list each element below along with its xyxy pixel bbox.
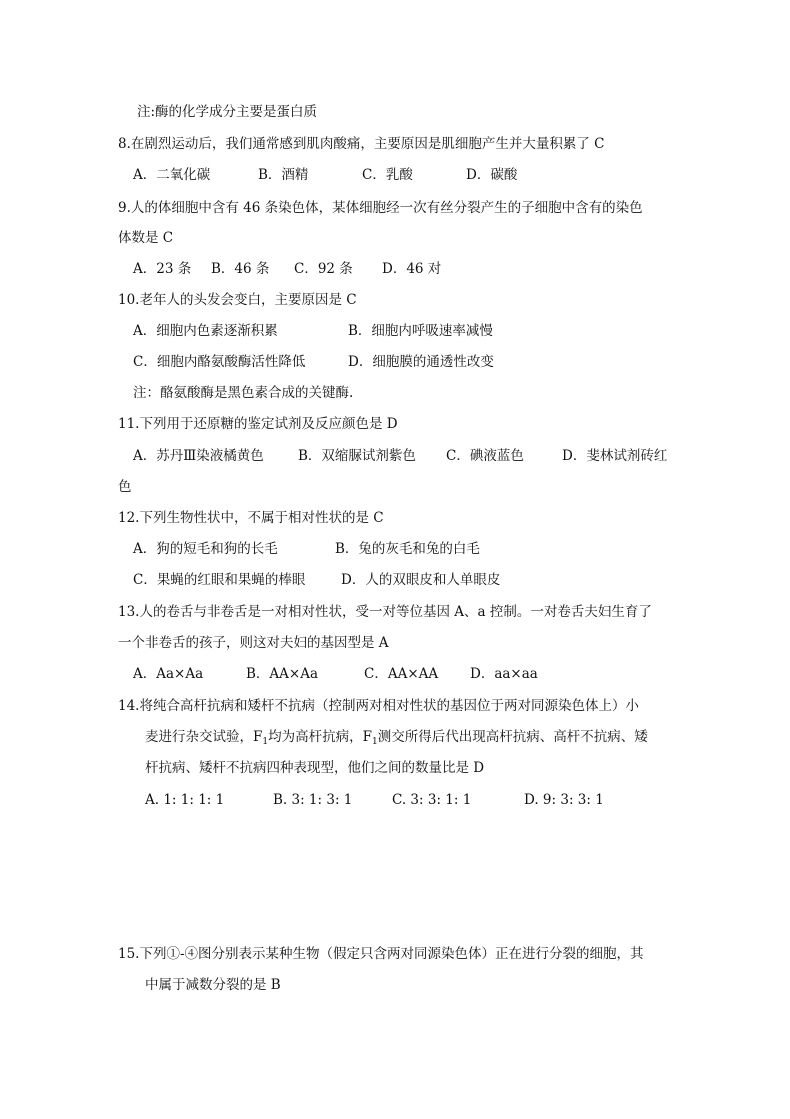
option-b: B. 3: 1: 3: 1 [273, 792, 353, 808]
question-14-stem-line-3: 杆抗病、矮杆不抗病四种表现型，他们之间的数量比是 D [145, 760, 485, 776]
question-13-stem-line-1: 13.人的卷舌与非卷舌是一对相对性状，受一对等位基因 A、a 控制。一对卷舌夫妇生育了 [118, 604, 652, 620]
question-9-options [133, 259, 441, 279]
option-d: D．碳酸 [466, 167, 518, 183]
option-a: A．狗的短毛和狗的长毛 [133, 541, 278, 557]
option-a: A．苏丹Ⅲ染液橘黄色 [133, 448, 264, 464]
option-d: D. 9: 3: 3: 1 [524, 792, 604, 808]
option-a: A．Aa×Aa [133, 666, 204, 682]
option-c: C．AA×AA [364, 666, 439, 682]
option-b: B．兔的灰毛和兔的白毛 [335, 541, 480, 557]
question-13-options [133, 664, 538, 684]
question-10-options-row-2 [133, 352, 494, 372]
question-14-options [145, 790, 604, 810]
option-c: C．细胞内酪氨酸酶活性降低 [133, 354, 306, 370]
question-9-stem-line-2: 体数是 C [118, 230, 174, 246]
question-15-stem-line-1: 15.下列①-④图分别表示某种生物（假定只含两对同源染色体）正在进行分裂的细胞，其 [118, 946, 644, 962]
option-c: C．92 条 [294, 261, 353, 277]
option-b: B．46 条 [211, 261, 270, 277]
option-b: B．细胞内呼吸速率减慢 [348, 323, 493, 339]
enzyme-note: 注:酶的化学成分主要是蛋白质 [137, 104, 318, 120]
question-11-options [133, 446, 667, 466]
option-d: D．46 对 [382, 261, 442, 277]
question-13-stem-line-2: 一个非卷舌的孩子，则这对夫妇的基因型是 A [118, 635, 389, 651]
option-c: C．乳酸 [362, 167, 413, 183]
question-11-stem: 11.下列用于还原糖的鉴定试剂及反应颜色是 D [118, 416, 398, 432]
option-a: A．二氧化碳 [133, 167, 211, 183]
question-9-stem-line-1: 9.人的体细胞中含有 46 条染色体，某体细胞经一次有丝分裂产生的子细胞中含有的染色 [118, 200, 643, 216]
question-10-stem: 10.老年人的头发会变白，主要原因是 C [118, 292, 357, 308]
question-12-options-row-2 [133, 570, 500, 590]
option-b: B．双缩脲试剂紫色 [298, 448, 416, 464]
option-b: B．AA×Aa [246, 666, 319, 682]
question-11-option-d-wrap: 色 [118, 479, 132, 495]
option-a: A．细胞内色素逐渐积累 [133, 323, 278, 339]
option-c: C．碘液蓝色 [446, 448, 524, 464]
option-d: D．人的双眼皮和人单眼皮 [341, 572, 501, 588]
question-12-stem: 12.下列生物性状中，不属于相对性状的是 C [118, 510, 384, 526]
question-10-note: 注：酪氨酸酶是黑色素合成的关键酶. [133, 385, 354, 401]
question-8-stem: 8.在剧烈运动后，我们通常感到肌肉酸痛，主要原因是肌细胞产生并大量积累了 C [118, 136, 605, 152]
question-10-options-row-1 [133, 321, 493, 341]
question-8-options [133, 165, 517, 185]
option-d: D．aa×aa [470, 666, 538, 682]
option-b: B．酒精 [258, 167, 309, 183]
option-a: A. 1: 1: 1: 1 [145, 792, 225, 808]
option-c: C．果蝇的红眼和果蝇的棒眼 [133, 572, 306, 588]
question-15-stem-line-2: 中属于减数分裂的是 B [145, 977, 281, 993]
subscript-1: 1 [371, 737, 378, 747]
question-12-options-row-1 [133, 539, 480, 559]
option-d: D．细胞膜的通透性改变 [348, 354, 494, 370]
subscript-1: 1 [262, 737, 269, 747]
question-14-stem-line-1: 14.将纯合高杆抗病和矮杆不抗病（控制两对相对性状的基因位于两对同源染色体上）小 [118, 698, 639, 714]
option-d: D．斐林试剂砖红 [562, 448, 668, 464]
question-14-stem-line-2: 麦进行杂交试验，$F_1$均为高杆抗病，$F_1$测交所得后代出现高杆抗病、高杆不抗病、矮 [145, 729, 648, 747]
option-a: A．23 条 [133, 261, 192, 277]
option-c: C. 3: 3: 1: 1 [392, 792, 472, 808]
